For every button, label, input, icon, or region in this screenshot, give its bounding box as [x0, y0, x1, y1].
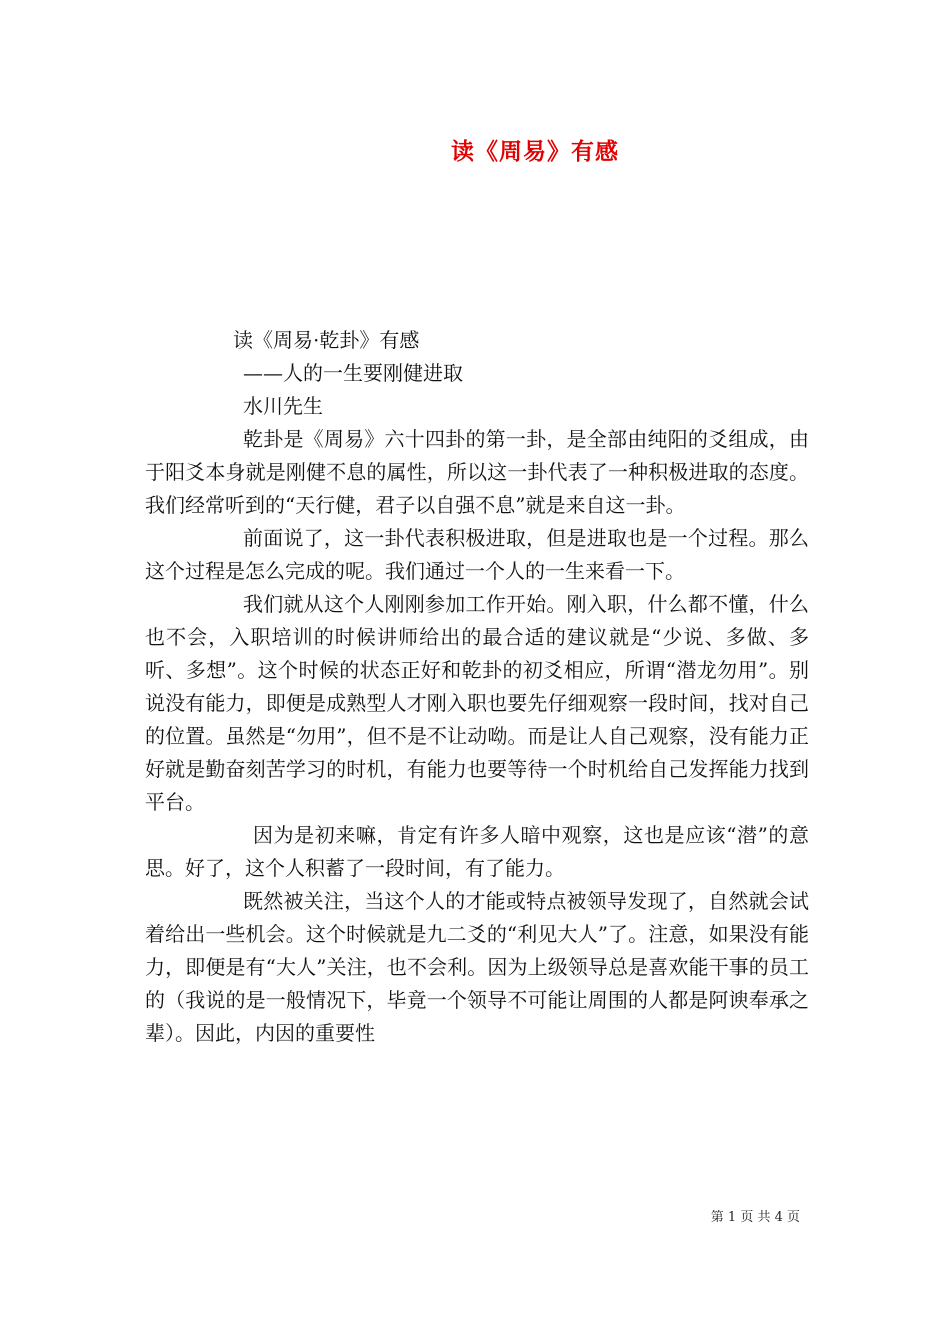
paragraph: 既然被关注，当这个人的才能或特点被领导发现了，自然就会试着给出一些机会。这个时候就是九二爻的“利见大人”了。注意，如果没有能力，即便是有“大人”关注，也不会利。因为上级领导总是喜欢能干事的员工的（我说的是一般情况下，毕竟一个领导不可能让周围的人都是阿谀奉承之辈）。因此，内因的重要性: [145, 889, 809, 1045]
page-number: 第 1 页 共 4 页: [710, 1210, 800, 1225]
author-name: 水川先生: [243, 394, 323, 418]
paragraph: 因为是初来嘛，肯定有许多人暗中观察，这也是应该“潜”的意思。好了，这个人积蓄了一段时间，有了能力。: [145, 823, 809, 880]
article-title: 读《周易·乾卦》有感: [233, 328, 420, 352]
article-subtitle: ——人的一生要刚健进取: [243, 361, 463, 385]
document-body: [145, 324, 809, 1050]
paragraph: 乾卦是《周易》六十四卦的第一卦，是全部由纯阳的爻组成，由于阳爻本身就是刚健不息的属性，所以这一卦代表了一种积极进取的态度。我们经常听到的“天行健，君子以自强不息”就是来自这一卦。: [145, 427, 809, 517]
paragraph: 前面说了，这一卦代表积极进取，但是进取也是一个过程。那么这个过程是怎么完成的呢。我们通过一个人的一生来看一下。: [145, 526, 809, 583]
document-title: 读《周易》有感: [451, 138, 619, 165]
paragraph: 我们就从这个人刚刚参加工作开始。刚入职，什么都不懂，什么也不会，入职培训的时候讲师给出的最合适的建议就是“少说、多做、多听、多想”。这个时候的状态正好和乾卦的初爻相应，所谓“潜龙勿用”。别说没有能力，即便是成熟型人才刚入职也要先仔细观察一段时间，找对自己的位置。虽然是“勿用”，但不是不让动呦。而是让人自己观察，没有能力正好就是勤奋刻苦学习的时机，有能力也要等待一个时机给自己发挥能力找到平台。: [145, 592, 809, 814]
